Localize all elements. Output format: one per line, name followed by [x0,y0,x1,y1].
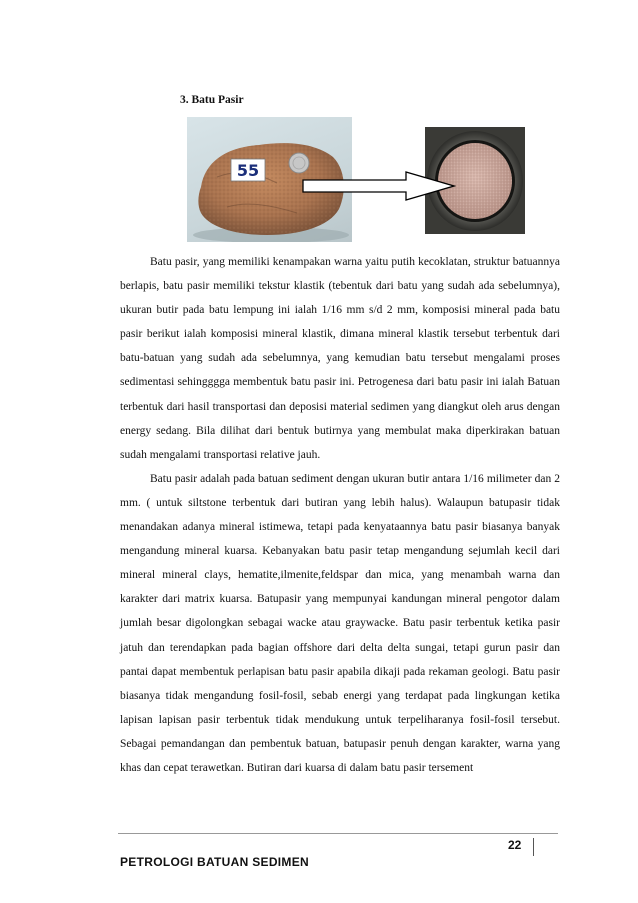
page-number-divider [533,838,534,856]
section-heading: 3. Batu Pasir [180,94,244,106]
paragraph-1: Batu pasir, yang memiliki kenampakan warna yaitu putih kecoklatan, struktur batuannya berlapis, batu pasir memiliki tekstur klastik (tebentuk dari batu yang sudah ada sebelumnya), ukuran butir pada batu lempung ini ialah 1/16 mm s/d 2 mm, komposisi mineral pada batu pasir berikut ialah komposisi mineral klastik, dimana mineral klastik tersebut terbentuk dari batu-batuan yang sudah ada sebelumnya, yang kemudian batu tersebut mengalami proses sedimentasi sehingggga membentuk batu pasir ini. Petrogenesa dari batu pasir ini ialah Batuan terbentuk dari hasil transportasi dan deposisi material sedimen yang diangkut oleh arus dengan energy sedang. Bila dilihat dari bentuk butirnya yang membulat maka diperkirakan batuan sudah mengalami transportasi relative jauh. [120,256,560,461]
body-text [120,250,560,780]
paragraph-2: Batu pasir adalah pada batuan sediment dengan ukuran butir antara 1/16 milimeter dan 2 mm. ( untuk siltstone terbentuk dari butiran yang lebih halus). Walaupun batupasir tidak menandakan adanya mineral istimewa, tetapi pada kenyataannya batu pasir biasanya banyak mengandung mineral kuarsa. Kebanyakan batu pasir tetap mengandung sejumlah kecil dari mineral mineral clays, hematite,ilmenite,feldspar dan mica, yang menambah warna dan karakter dari matrix kuarsa. Batupasir yang mempunyai kandungan mineral pengotor dalam jumlah besar digolongkan sebagai wacke atau graywacke. Batu pasir terbentuk ketika pasir jatuh dan terendapkan pada bagian offshore dari delta delta sungai, tetapi gurun pasir dan pantai dapat membentuk perlapisan batu pasir apabila dikaji pada rekaman geologi. Batu pasir biasanya tidak mengandung fosil-fosil, sebab energi yang terdapat pada lingkungan ketika lapisan lapisan pasir terbentuk tidak mendukung untuk terpeliharanya fosil-fosil tersebut. Sebagai pemandangan dan pembentuk batuan, batupasir penuh dengan karakter, warna yang khas dan cepat terawetkan. Butiran dari kuarsa di dalam batu pasir tersement [120,472,560,774]
arrow-right-icon [302,170,456,202]
sample-label: 55 [236,161,260,180]
footer-title: PETROLOGI BATUAN SEDIMEN [120,855,309,869]
page-number: 22 [508,838,522,852]
footer-divider [118,833,558,834]
